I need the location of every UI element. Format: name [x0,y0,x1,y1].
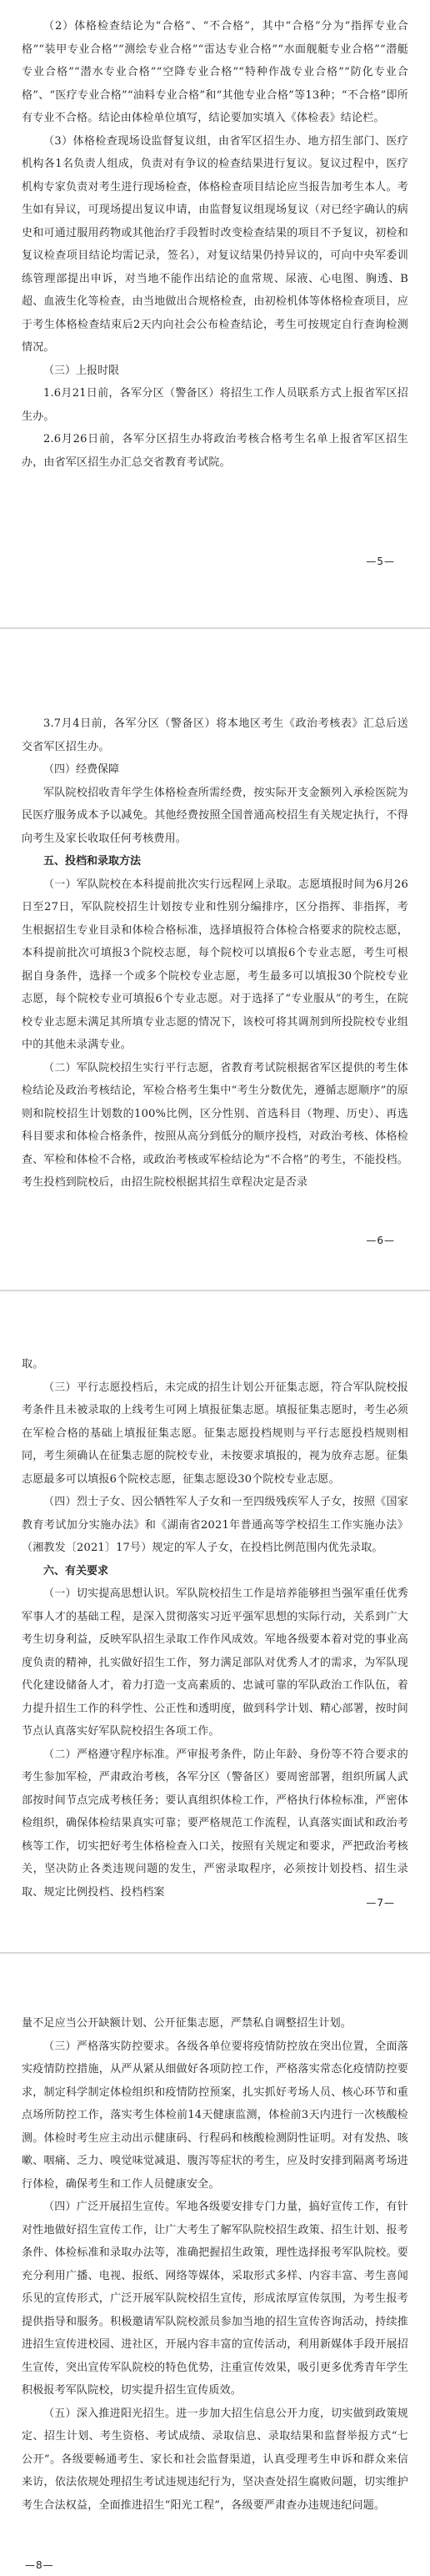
paragraph: 量不足应当公开缺额计划、公开征集志愿，严禁私自调整招生计划。 [22,2017,352,2030]
paragraph: （五）深入推进阳光招生。进一步加大招生信息公开力度，切实做到政策规定、招生计划、考生资格、考试成绩、录取信息、录取结果和监督举报方式“七公开”。各级要畅通考生、家长和社会监督渠道，认真受理考生申诉和群众来信来访，依法依规处理招生考试违规违纪行为，坚决查处招生腐败问题，切实维护考生合法权益，全面推进招生“阳光工程”，各级要严肃查办违规违纪问题。 [22,2407,408,2512]
paragraph: （2）体格检查结论为“合格”、“不合格”，其中“合格”分为“指挥专业合格”“装甲专业合格”“测绘专业合格”“雷达专业合格”“水面舰艇专业合格”“潜艇专业合格”“潜水专业合格”“空降专业合格”“特种作战专业合格”“防化专业合格”、“医疗专业合格”“油料专业合格”和“其他专业合格”等13种；“不合格”即所有专业不合格。结论由体检单位填写，结论要加实填入《体检表》结论栏。 [22,20,408,124]
paragraph: （三）平行志愿投档后，未完成的招生计划公开征集志愿，符合军队院校报考条件且未被录取的上线考生可网上填报征集志愿。填报征集志愿时，考生必须在军检合格的基础上填报征集志愿。征集志愿投档规则与平行志愿投档规则相同，考生须确认在征集志愿的院校专业，未按要求填报的，视为放弃志愿。征集志愿最多可以填报6个院校志愿，征集志愿设30个院校专业志愿。 [22,1381,408,1486]
paragraph: （一）军队院校在本科提前批次实行远程网上录取。志愿填报时间为6月26日至27日，军队院校招生计划按专业和性别分编排序，区分指挥、非指挥，考生根据招生专业目录和体检合格标准，选择填报符合体检合格要求的院校志愿，本科提前批次可填报3个院校志愿，每个院校可以填报6个专业志愿，考生可根据自身条件，选择一个或多个院校专业志愿，考生最多可以填报30个院校专业志愿，每个院校专业可填报6个专业志愿。对于选择了“专业服从”的考生，在院校专业志愿未满足其所填专业志愿的情况下，该校可将其调剂到所投院校专业组中的其他未录满专业。 [22,878,408,1051]
page-number: —8— [25,2559,54,2571]
paragraph: （四）广泛开展招生宣传。军地各级要安排专门力量，搞好宣传工作，有针对性地做好招生宣传工作，让广大考生了解军队院校招生政策、招生计划、报考条件、体检标准和录取办法等，准确把握招生政策，理性选择报考军队院校。要充分利用广播、电视、报纸、网络等媒体，采取形式多样、内容丰富、考生喜闻乐见的宣传形式，广泛开展军队院校招生宣传，形成浓厚宣传氛围，为考生报考提供指导和服务。积极邀请军队院校派员参加当地的招生宣传咨询活动，持续推进招生宣传进校园、进社区，开展内容丰富的宣传活动，利用新媒体手段开展招生宣传，突出宣传军队院校的特色优势，注重宣传效果，吸引更多优秀青年学生积极报考军队院校，切实提升招生宣传质效。 [22,2201,408,2397]
paragraph: （一）切实提高思想认识。军队院校招生工作是培养能够担当强军重任优秀军事人才的基础工程，是深入贯彻落实习近平强军思想的实际行动，关系到广大考生切身利益，反映军队招生录取工作作风成效。军地各级要本着对党的事业高度负责的精神，扎实做好招生工作，努力满足部队对优秀人才的需求，为军队现代化建设储备人才，着力打造一支高素质的、忠诚可靠的军队政治工作队伍，着力提升招生工作的科学性、公正性和透明度，做到科学计划、精心部署，按时间节点认真落实好军队院校招生各项工作。 [22,1587,408,1738]
paragraph: （3）体格检查现场设监督复议组，由省军区招生办、地方招生部门、医疗机构各1名负责人组成，负责对有争议的检查结果进行复议。复议过程中，医疗机构专家负责对考生进行现场检查，体格检查项目结论应当报告加考生本人。考生如有异议，可现场提出复议申请，由监督复议组现场复议（对已经字确认的病史和可通过服用药物或其他治疗手段暂时改变检查结果的项目不予复议，初检和复议检查项目结论均需记录，签名），对复议结果仍持异议的，可向中央军委训练管理部提出申诉，对当地不能作出结论的血常规、尿液、心电图、胸透、B超、血液生化等检查，由当地做出合规格检查，由初检机体等体格检查项目，应于考生体格检查结束后2天内向社会公布检查结论，考生可按规定自行查询检测情况。 [22,134,408,354]
page-number: —6— [366,1235,395,1246]
paragraph: 3.7月4日前，各军分区（警备区）将本地区考生《政治考核表》汇总后送交省军区招生办。 [22,717,408,753]
paragraph: 2.6月26日前，各军分区招生办将政治考核合格考生名单上报省军区招生办，由省军区招生办汇总交省教育考试院。 [22,433,408,469]
page-body [22,712,408,1195]
document-page-4 [0,1954,430,2576]
page-number: —5— [366,556,395,567]
page-body [22,15,408,474]
paragraph: 取。 [22,1358,44,1371]
section-heading: （三）上报时限 [43,364,120,377]
document-page-1 [0,0,430,627]
chapter-heading: 五、投档和录取方法 [43,855,142,868]
paragraph: （二）军队院校招生实行平行志愿，省教育考试院根据省军区提供的考生体检结论及政治考核结论，军检合格考生集中“考生分数优先，遵循志愿顺序”的原则和院校招生计划数的100%比例，区分性别、首选科目（物理、历史）、再选科目要求和体检合格条件，按照从高分到低分的顺序投档，对政治考核、体格检查、军检和体检不合格，或政治考核或军检结论为“不合格”的考生，不能投档。考生投档到院校后，由招生院校根据其招生章程决定是否录 [22,1061,408,1189]
page-body [22,2012,408,2517]
paragraph: 1.6月21日前，各军分区（警备区）将招生工作人员联系方式上报省军区招生办。 [22,387,408,423]
chapter-heading: 六、有关要求 [43,1564,109,1577]
paragraph: （二）严格遵守程序标准。严审报考条件，防止年龄、身份等不符合要求的考生参加军检，严肃政治考核，各军分区（警备区）要周密部署，组织所属人武部按时间节点完成考核任务；要认真组织体检工作，严格执行体检标准，严密体检组织，确保体检结果真实可靠；要严格规范工作流程，认真落实面试和政治考核等工作，切实把好考生体格检查入口关，按照有关规定和要求，严把政治考核关，坚决防止各类违规问题的发生，严密录取程序，必须按计划投档、招生录取、规定比例投档、投档档案 [22,1748,408,1899]
document-page-2 [0,629,430,1290]
section-heading: （四）经费保障 [43,763,120,776]
paragraph: 军队院校招收青年学生体格检查所需经费，按实际开支金额列入承检医院为民医疗服务成本予以减免。其他经费按照全国普通高校招生有关规定执行，不得向考生及家长收取任何考核费用。 [22,786,408,845]
page-number: —7— [366,1897,395,1909]
page-body [22,1353,408,1904]
document-page-3 [0,1291,430,1952]
paragraph: （三）严格落实防控要求。各级各单位要将疫情防控放在突出位置，全面落实疫情防控措施，从严从紧从细做好各项防控工作，严格落实常态化疫情防控要求，制定科学制定体检组织和疫情防控预案，扎实抓好考场人员、核心环节和重点场所防控工作，落实考生体检前14天健康监测，体检前3天内进行一次核酸检测。体检时考生应主动出示健康码、行程码和核酸检测阴性证明。对有发热、咳嗽、咽痛、乏力、嗅觉味觉减退、腹泻等症状的考生，应及时安排到隔离考场进行体检，确保考生和工作人员健康安全。 [22,2040,408,2191]
paragraph: （四）烈士子女、因公牺牲军人子女和一至四级残疾军人子女，按照《国家教育考试加分实施办法》和《湖南省2021年普通高等学校招生工作实施办法》（湘教发〔2021〕17号）规定的军人子女，在投档比例范围内优先录取。 [22,1496,408,1554]
